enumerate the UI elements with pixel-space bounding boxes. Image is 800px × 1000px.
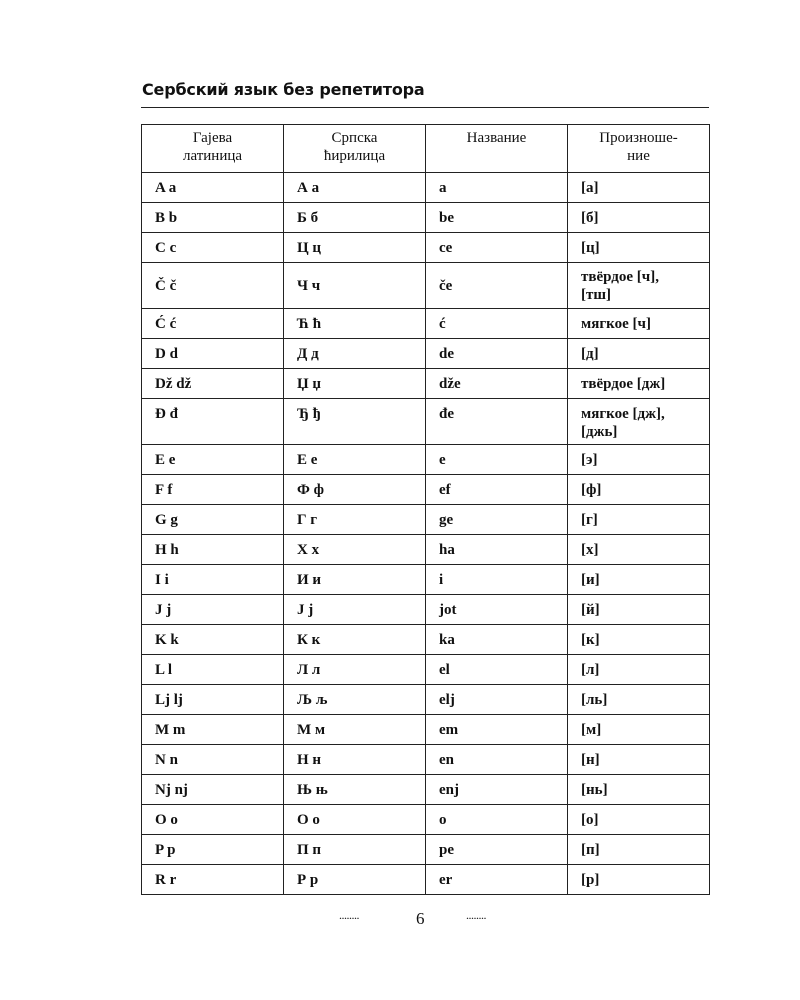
cell-latin: L l — [142, 655, 284, 685]
cell-pronunciation — [568, 263, 710, 309]
cell-pronunciation: мягкое [ч] — [568, 309, 710, 339]
cell-pronunciation: [р] — [568, 865, 710, 895]
cell-name: en — [426, 745, 568, 775]
cell-name: jot — [426, 595, 568, 625]
running-head-title: Сербский язык без репетитора — [142, 80, 425, 99]
cell-name: er — [426, 865, 568, 895]
table-row — [142, 309, 710, 339]
cell-cyrillic: J j — [284, 595, 426, 625]
cell-name: a — [426, 173, 568, 203]
header-name-line1: Название — [466, 130, 527, 146]
header-name — [426, 125, 568, 173]
cell-pronunciation: твёрдое [дж] — [568, 369, 710, 399]
cell-name: ka — [426, 625, 568, 655]
header-rule — [141, 107, 709, 108]
cell-cyrillic: И и — [284, 565, 426, 595]
cell-latin: D d — [142, 339, 284, 369]
cell-cyrillic: Ф ф — [284, 475, 426, 505]
cell-cyrillic: Ђ ђ — [284, 399, 426, 445]
cell-cyrillic: О о — [284, 805, 426, 835]
cell-latin: Đ đ — [142, 399, 284, 445]
cell-cyrillic: Џ џ — [284, 369, 426, 399]
cell-pronunciation: [э] — [568, 445, 710, 475]
cell-latin: Nj nj — [142, 775, 284, 805]
cell-pronunciation: [д] — [568, 339, 710, 369]
cell-pronunciation: [и] — [568, 565, 710, 595]
table-row — [142, 865, 710, 895]
cell-pronunciation: [г] — [568, 505, 710, 535]
pronunciation-line: твёрдое [ч], — [581, 268, 659, 285]
cell-latin: Dž dž — [142, 369, 284, 399]
table-body — [142, 173, 710, 895]
cell-name: elj — [426, 685, 568, 715]
cell-name: đe — [426, 399, 568, 445]
cell-name: ge — [426, 505, 568, 535]
cell-latin: G g — [142, 505, 284, 535]
pronunciation-line: [тш] — [581, 286, 612, 303]
cell-name: ha — [426, 535, 568, 565]
cell-pronunciation: [ц] — [568, 233, 710, 263]
table-row — [142, 835, 710, 865]
page-number: 6 — [416, 909, 425, 928]
cell-cyrillic: К к — [284, 625, 426, 655]
header-pron-line2: ние — [627, 148, 650, 164]
header-pron-line1: Произноше- — [599, 130, 678, 146]
cell-cyrillic: Ч ч — [284, 263, 426, 309]
cell-latin: Č č — [142, 263, 284, 309]
table-row — [142, 173, 710, 203]
cell-pronunciation: [ф] — [568, 475, 710, 505]
table-header-row — [142, 125, 710, 173]
pronunciation-line: [джь] — [581, 424, 618, 440]
cell-name: o — [426, 805, 568, 835]
cell-latin: A a — [142, 173, 284, 203]
cell-cyrillic: Х х — [284, 535, 426, 565]
cell-name: em — [426, 715, 568, 745]
cell-cyrillic: Ћ ћ — [284, 309, 426, 339]
table-row — [142, 535, 710, 565]
cell-pronunciation: [п] — [568, 835, 710, 865]
cell-name: i — [426, 565, 568, 595]
pronunciation-line: мягкое [дж], — [581, 406, 665, 422]
cell-name: pe — [426, 835, 568, 865]
table-row — [142, 263, 710, 309]
table-row — [142, 655, 710, 685]
cell-cyrillic: Ц ц — [284, 233, 426, 263]
cell-cyrillic: А а — [284, 173, 426, 203]
cell-pronunciation: [й] — [568, 595, 710, 625]
table-row — [142, 505, 710, 535]
cell-name: če — [426, 263, 568, 309]
page-footer — [0, 908, 800, 932]
header-cyrillic — [284, 125, 426, 173]
cell-cyrillic: Н н — [284, 745, 426, 775]
cell-cyrillic: Г г — [284, 505, 426, 535]
table-row — [142, 745, 710, 775]
header-latin-line1: Гајева — [192, 130, 233, 146]
cell-cyrillic: Л л — [284, 655, 426, 685]
cell-pronunciation: [м] — [568, 715, 710, 745]
cell-cyrillic: Б б — [284, 203, 426, 233]
footer-dots-left: ........ — [339, 908, 359, 922]
table-row — [142, 625, 710, 655]
cell-latin: E e — [142, 445, 284, 475]
cell-latin: H h — [142, 535, 284, 565]
cell-name: de — [426, 339, 568, 369]
table-row — [142, 595, 710, 625]
cell-cyrillic: Њ њ — [284, 775, 426, 805]
cell-name: ef — [426, 475, 568, 505]
cell-pronunciation: [х] — [568, 535, 710, 565]
footer-dots-right: ........ — [466, 908, 486, 922]
cell-latin: Lj lj — [142, 685, 284, 715]
cell-cyrillic: Р р — [284, 865, 426, 895]
cell-latin: Ć ć — [142, 309, 284, 339]
cell-name: enj — [426, 775, 568, 805]
table-row — [142, 203, 710, 233]
cell-latin: K k — [142, 625, 284, 655]
cell-cyrillic: Љ љ — [284, 685, 426, 715]
cell-pronunciation: [б] — [568, 203, 710, 233]
table-row — [142, 775, 710, 805]
cell-pronunciation: [л] — [568, 655, 710, 685]
table-row — [142, 339, 710, 369]
cell-pronunciation: [нь] — [568, 775, 710, 805]
cell-latin: P p — [142, 835, 284, 865]
alphabet-table — [141, 124, 710, 895]
cell-latin: B b — [142, 203, 284, 233]
table-row — [142, 445, 710, 475]
cell-latin: O o — [142, 805, 284, 835]
table-row — [142, 805, 710, 835]
table-row — [142, 715, 710, 745]
cell-name: el — [426, 655, 568, 685]
header-latin-line2: латиница — [182, 148, 243, 164]
cell-name: dže — [426, 369, 568, 399]
cell-pronunciation — [568, 399, 710, 445]
cell-cyrillic: М м — [284, 715, 426, 745]
cell-pronunciation: [н] — [568, 745, 710, 775]
table-row — [142, 369, 710, 399]
cell-name: ć — [426, 309, 568, 339]
cell-latin: I i — [142, 565, 284, 595]
table-row — [142, 685, 710, 715]
header-cyrillic-line2: ћирилица — [323, 148, 386, 164]
cell-name: be — [426, 203, 568, 233]
table-row — [142, 399, 710, 445]
cell-latin: R r — [142, 865, 284, 895]
cell-latin: F f — [142, 475, 284, 505]
header-latin — [142, 125, 284, 173]
cell-cyrillic: П п — [284, 835, 426, 865]
cell-cyrillic: Д д — [284, 339, 426, 369]
cell-latin: N n — [142, 745, 284, 775]
table-row — [142, 233, 710, 263]
cell-pronunciation: [а] — [568, 173, 710, 203]
cell-name: ce — [426, 233, 568, 263]
header-pronunciation — [568, 125, 710, 173]
table-row — [142, 565, 710, 595]
cell-pronunciation: [к] — [568, 625, 710, 655]
table-row — [142, 475, 710, 505]
cell-cyrillic: Е е — [284, 445, 426, 475]
cell-name: e — [426, 445, 568, 475]
cell-latin: J j — [142, 595, 284, 625]
cell-pronunciation: [ль] — [568, 685, 710, 715]
cell-pronunciation: [о] — [568, 805, 710, 835]
cell-latin: C c — [142, 233, 284, 263]
cell-latin: M m — [142, 715, 284, 745]
header-cyrillic-line1: Српска — [331, 130, 378, 146]
